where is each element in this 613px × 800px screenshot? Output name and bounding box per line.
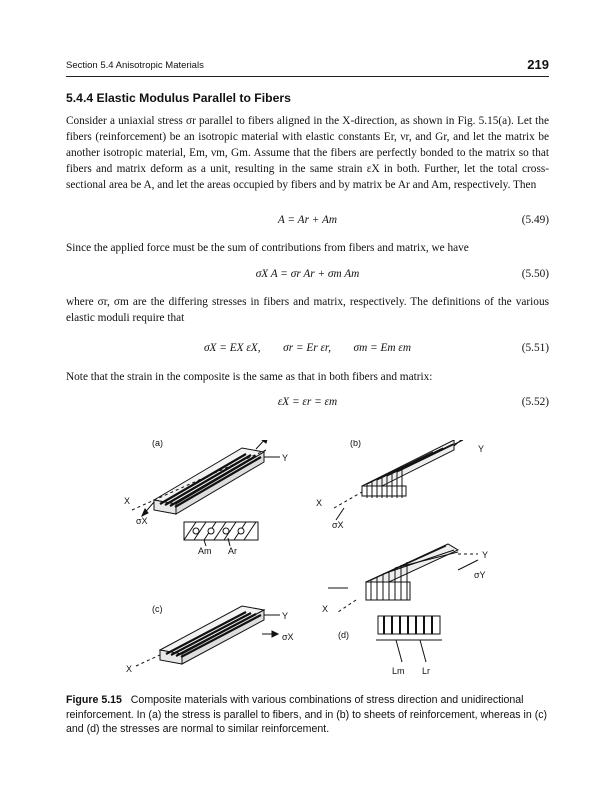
label-a-y: Y bbox=[282, 453, 289, 463]
label-c-sigma: σX bbox=[282, 632, 294, 642]
running-header bbox=[66, 58, 549, 77]
panel-b-slab bbox=[362, 440, 463, 498]
panel-d-arrow-right bbox=[458, 560, 478, 570]
label-c-x: X bbox=[126, 664, 133, 674]
equation-body: εX = εr = εm bbox=[277, 396, 338, 408]
label-d-y: Y bbox=[482, 550, 489, 560]
equation-body: σX A = σr Ar + σm Am bbox=[255, 268, 360, 280]
equation-body: σX = EX εX, σr = Er εr, σm = Em εm bbox=[203, 342, 411, 354]
paragraph-force-sum: Since the applied force must be the sum of contributions from fibers and matrix, we have bbox=[66, 242, 469, 254]
label-b-y: Y bbox=[478, 444, 485, 454]
label-b-x: X bbox=[316, 498, 323, 508]
paragraph-strain: Note that the strain in the composite is the same as that in both fibers and matrix: bbox=[66, 371, 433, 383]
panel-b-arrow-left bbox=[336, 508, 344, 520]
paragraph-intro: Consider a uniaxial stress σr parallel to fibers aligned in the X-direction, as shown in Fig. 5.15(a). Let the fibers (reinforcement) be an isotropic material with elastic constants Er, νr, and Gr, and let the matrix be another isotropic material, Em, νm, Gm. Assume that the fibers are perfectly bonded to the matrix so that fibers and matrix deform as a unit, resulting in the same strain εX in both. Further, let the total cross-sectional area be A, and let the areas occupied by fibers and by matrix be Ar and Am, respectively. Then bbox=[66, 115, 549, 191]
label-d-lm: Lm bbox=[392, 666, 405, 676]
equation-body: A = Ar + Am bbox=[277, 214, 338, 226]
caption-text: Composite materials with various combinations of stress direction and unidirectional reinforcement. In (a) the stress is parallel to fibers, and in (b) to sheets of reinforcement, whereas in (c) and (d) the stresses are normal to similar reinforcement. bbox=[66, 694, 548, 735]
equation-5-50 bbox=[66, 268, 549, 284]
label-d: (d) bbox=[338, 630, 349, 640]
page-number: 219 bbox=[527, 57, 549, 72]
label-c-y: Y bbox=[282, 611, 289, 621]
equation-5-52 bbox=[66, 396, 549, 412]
panel-c-slab bbox=[160, 606, 264, 664]
panel-c-x-axis bbox=[136, 654, 162, 666]
equation-5-51 bbox=[66, 342, 549, 358]
label-a: (a) bbox=[152, 440, 163, 448]
composite-figure bbox=[66, 440, 549, 685]
label-a-sigma: σX bbox=[136, 516, 148, 526]
panel-d-slab bbox=[366, 544, 458, 600]
panel-d-x-axis bbox=[338, 600, 356, 612]
label-a-x: X bbox=[124, 496, 131, 506]
equation-number: (5.51) bbox=[521, 342, 549, 354]
figure-caption bbox=[66, 693, 549, 737]
label-d-x: X bbox=[322, 604, 329, 614]
paragraph-moduli: where σr, σm are the differing stresses in fibers and matrix, respectively. The definitions of the various elastic moduli require that bbox=[66, 296, 549, 324]
subsection-title: 5.4.4 Elastic Modulus Parallel to Fibers bbox=[66, 91, 291, 105]
equation-number: (5.49) bbox=[521, 214, 549, 226]
panel-a-cross-section bbox=[184, 522, 258, 546]
equation-number: (5.52) bbox=[521, 396, 549, 408]
label-c: (c) bbox=[152, 604, 163, 614]
label-b-sigma: σX bbox=[332, 520, 344, 530]
label-a-ar: Ar bbox=[228, 546, 237, 556]
section-label: Section 5.4 Anisotropic Materials bbox=[66, 60, 204, 71]
label-d-sigma: σY bbox=[474, 570, 486, 580]
panel-b-x-axis bbox=[334, 492, 362, 508]
equation-5-49 bbox=[66, 214, 549, 230]
caption-label: Figure 5.15 bbox=[66, 694, 122, 706]
label-b: (b) bbox=[350, 440, 361, 448]
label-d-lr: Lr bbox=[422, 666, 431, 676]
equation-number: (5.50) bbox=[521, 268, 549, 280]
label-a-am: Am bbox=[198, 546, 212, 556]
panel-d-cross-section bbox=[376, 616, 442, 662]
